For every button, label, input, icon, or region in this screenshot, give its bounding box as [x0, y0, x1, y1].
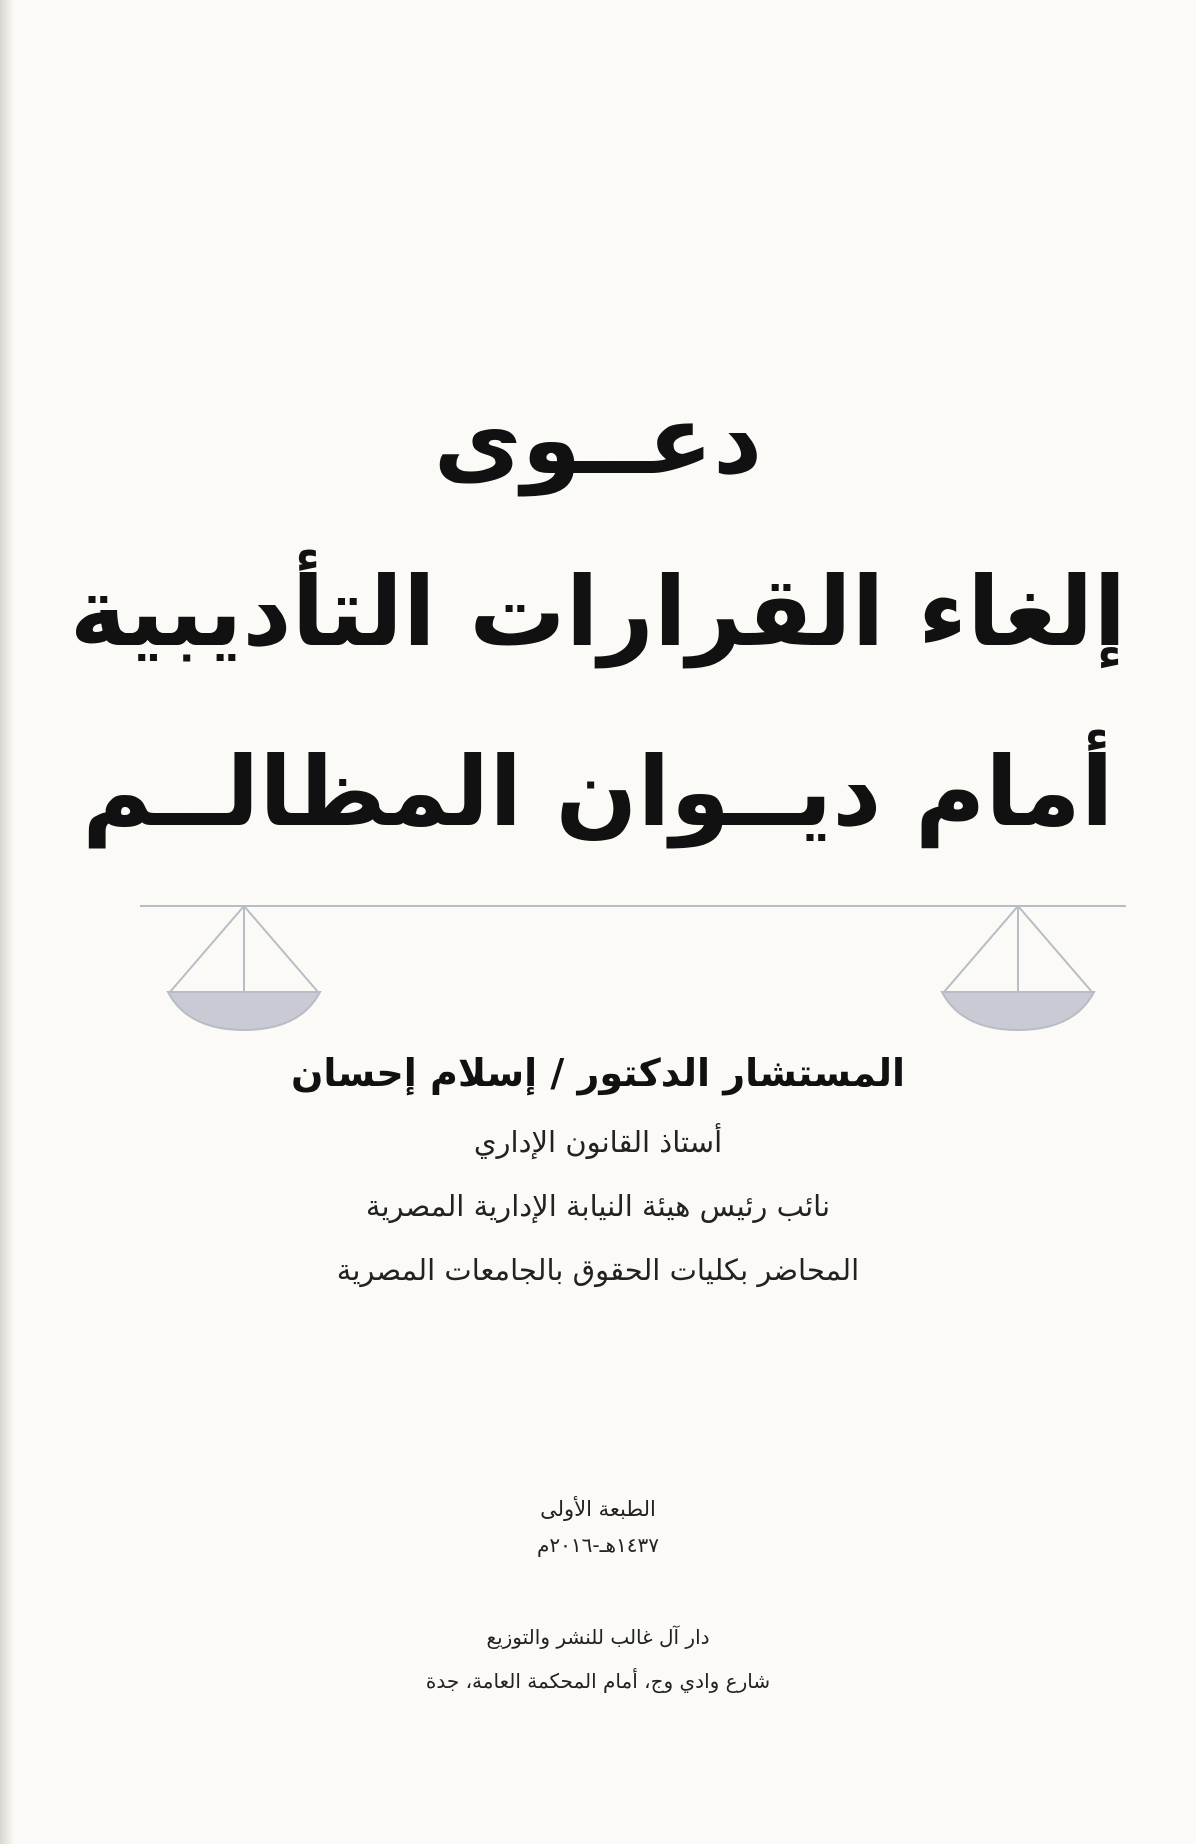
title-line-3: أمام ديــوان المظالــم [82, 736, 1114, 848]
title-line-1: دعــوى [433, 384, 763, 496]
scale-left-pan [168, 906, 320, 1030]
publisher-name: دار آل غالب للنشر والتوزيع [486, 1625, 710, 1649]
publisher-address: شارع وادي وج، أمام المحكمة العامة، جدة [425, 1669, 771, 1693]
edition-year: ١٤٣٧هـ-٢٠١٦م [537, 1533, 659, 1557]
balance-scale-icon [0, 880, 1196, 1050]
author-name: المستشار الدكتور / إسلام إحسان [291, 1051, 905, 1095]
author-credential-3: المحاضر بكليات الحقوق بالجامعات المصرية [336, 1253, 860, 1287]
author-credential-2: نائب رئيس هيئة النيابة الإدارية المصرية [365, 1189, 831, 1223]
scale-right-pan [942, 906, 1094, 1030]
author-credential-1: أستاذ القانون الإداري [473, 1125, 723, 1159]
edition-label: الطبعة الأولى [540, 1497, 656, 1521]
title-line-2: إلغاء القرارات التأديبية [69, 556, 1127, 668]
